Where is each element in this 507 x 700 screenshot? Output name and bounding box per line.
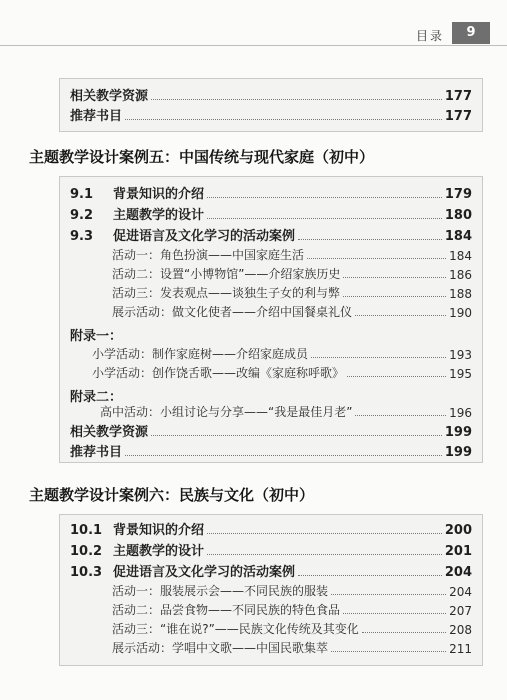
entry-label: 背景知识的介绍 [113, 187, 205, 202]
entry-page: 177 [444, 89, 472, 104]
entry-label: 活动三：发表观点——谈独生子女的利与弊 [112, 286, 341, 300]
entry-label: 小学活动：创作饶舌歌——改编《家庭称呼歌》 [92, 366, 345, 380]
entry-page: 199 [444, 425, 472, 440]
entry-label: 展示活动：做文化使者——介绍中国餐桌礼仪 [112, 305, 353, 319]
entry-number: 9.2 [70, 208, 94, 223]
toc-subentry[interactable] [112, 262, 472, 282]
appendix-title: 附录一： [70, 329, 123, 344]
header-rule [0, 45, 507, 46]
entry-page: 204 [449, 585, 472, 599]
toc-entry[interactable] [70, 104, 472, 124]
page-number: 9 [452, 22, 490, 44]
entry-page: 177 [444, 109, 472, 124]
appendix-title: 附录二： [70, 390, 123, 405]
entry-label: 推荐书目 [70, 445, 123, 460]
entry-label: 促进语言及文化学习的活动案例 [113, 565, 296, 580]
toc-subentry[interactable] [92, 342, 472, 362]
entry-page: 199 [444, 445, 472, 460]
entry-label: 推荐书目 [70, 109, 123, 124]
entry-page: 196 [449, 406, 472, 420]
section-title: 主题教学设计案例五：中国传统与现代家庭（初中） [29, 148, 375, 166]
entry-label: 主题教学的设计 [113, 208, 205, 223]
toc-entry[interactable] [70, 539, 472, 559]
section-title: 主题教学设计案例六：民族与文化（初中） [29, 486, 315, 504]
toc-subentry[interactable] [112, 281, 472, 301]
entry-page: 180 [444, 208, 472, 223]
toc-subentry[interactable] [112, 579, 472, 599]
entry-label: 活动二：设置“小博物馆”——介绍家族历史 [112, 267, 341, 281]
toc-subentry[interactable] [100, 400, 472, 420]
entry-page: 179 [444, 187, 472, 202]
entry-number: 9.3 [70, 229, 94, 244]
entry-page: 184 [449, 249, 472, 263]
entry-page: 208 [449, 623, 472, 637]
toc-subentry[interactable] [112, 617, 472, 637]
toc-entry[interactable] [70, 420, 472, 440]
toc-entry[interactable] [70, 440, 472, 460]
entry-page: 190 [449, 306, 472, 320]
entry-page: 186 [449, 268, 472, 282]
header-label: 目录 [416, 29, 445, 43]
entry-label: 活动二：品尝食物——不同民族的特色食品 [112, 603, 341, 617]
entry-label: 活动一：角色扮演——中国家庭生活 [112, 248, 305, 262]
entry-label: 相关教学资源 [70, 89, 149, 104]
entry-label: 主题教学的设计 [113, 544, 205, 559]
entry-page: 207 [449, 604, 472, 618]
entry-label: 活动三：“谁在说?”——民族文化传统及其变化 [112, 622, 359, 636]
toc-subentry[interactable] [112, 598, 472, 618]
entry-label: 活动一：服装展示会——不同民族的服装 [112, 584, 329, 598]
entry-number: 10.2 [70, 544, 103, 559]
toc-subentry[interactable] [92, 361, 472, 381]
toc-entry[interactable] [70, 84, 472, 104]
entry-number: 10.1 [70, 523, 103, 538]
entry-label: 高中活动：小组讨论与分享——“我是最佳月老” [100, 405, 353, 419]
entry-page: 184 [444, 229, 472, 244]
entry-page: 211 [449, 642, 472, 656]
toc-entry[interactable] [70, 518, 472, 538]
toc-subentry[interactable] [112, 243, 472, 263]
entry-label: 小学活动：制作家庭树——介绍家庭成员 [92, 347, 309, 361]
toc-entry[interactable] [70, 560, 472, 580]
toc-subentry[interactable] [112, 636, 472, 656]
entry-page: 193 [449, 348, 472, 362]
toc-entry[interactable] [70, 203, 472, 223]
entry-page: 188 [449, 287, 472, 301]
entry-page: 200 [444, 523, 472, 538]
entry-label: 相关教学资源 [70, 425, 149, 440]
toc-subentry[interactable] [112, 300, 472, 320]
entry-label: 背景知识的介绍 [113, 523, 205, 538]
entry-number: 9.1 [70, 187, 94, 202]
toc-entry[interactable] [70, 224, 472, 244]
entry-page: 204 [444, 565, 472, 580]
entry-page: 195 [449, 367, 472, 381]
entry-label: 促进语言及文化学习的活动案例 [113, 229, 296, 244]
entry-page: 201 [444, 544, 472, 559]
entry-number: 10.3 [70, 565, 103, 580]
entry-label: 展示活动：学唱中文歌——中国民歌集萃 [112, 641, 329, 655]
toc-entry[interactable] [70, 182, 472, 202]
